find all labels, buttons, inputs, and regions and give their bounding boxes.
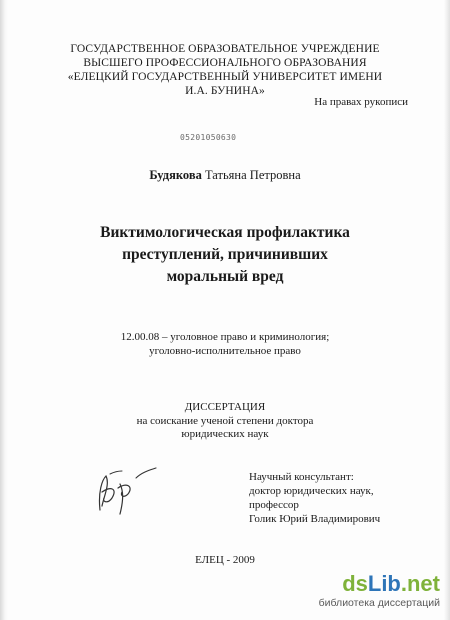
logo-net: .net xyxy=(400,571,440,596)
header-line: «ЕЛЕЦКИЙ ГОСУДАРСТВЕННЫЙ УНИВЕРСИТЕТ ИМЕНИ xyxy=(67,71,383,83)
dissertation-label xyxy=(0,401,450,442)
consultant-line: доктор юридических наук, xyxy=(249,485,374,497)
title-line: моральный вред xyxy=(166,268,284,285)
author-given-names: Татьяна Петровна xyxy=(204,168,301,182)
dslib-logo xyxy=(270,572,440,596)
scientific-consultant xyxy=(249,470,380,526)
title-line: преступлений, причинивших xyxy=(122,246,328,263)
dissertation-line: на соискание ученой степени доктора xyxy=(136,414,314,427)
consultant-line: Научный консультант: xyxy=(249,471,354,483)
specialty-code xyxy=(0,330,450,358)
handwritten-signature xyxy=(90,462,170,522)
consultant-line: профессор xyxy=(249,499,299,511)
stamp-number: 05201050630 xyxy=(180,133,237,142)
specialty-line: 12.00.08 – уголовное право и криминология; xyxy=(120,331,330,343)
header-line: И.А. БУНИНА» xyxy=(185,85,265,97)
rights-note: На правах рукописи xyxy=(314,96,408,108)
author-surname: Будякова xyxy=(149,168,202,182)
logo-lib: Lib xyxy=(367,571,401,596)
dslib-tagline: библиотека диссертаций xyxy=(318,597,440,609)
consultant-line: Голик Юрий Владимирович xyxy=(249,513,381,525)
author-name xyxy=(0,168,450,183)
institution-header xyxy=(0,42,450,98)
dissertation-line: юридических наук xyxy=(181,428,269,440)
city-year: ЕЛЕЦ - 2009 xyxy=(195,554,255,566)
dissertation-heading: ДИССЕРТАЦИЯ xyxy=(184,401,266,413)
title-line: Виктимологическая профилактика xyxy=(100,224,350,241)
dslib-watermark[interactable] xyxy=(270,572,440,612)
header-line: ВЫСШЕГО ПРОФЕССИОНАЛЬНОГО ОБРАЗОВАНИЯ xyxy=(83,57,367,69)
dissertation-title xyxy=(0,222,450,288)
logo-ds: ds xyxy=(342,571,368,596)
header-line: ГОСУДАРСТВЕННОЕ ОБРАЗОВАТЕЛЬНОЕ УЧРЕЖДЕНИЕ xyxy=(70,43,380,55)
specialty-line: уголовно-исполнительное право xyxy=(149,345,301,357)
